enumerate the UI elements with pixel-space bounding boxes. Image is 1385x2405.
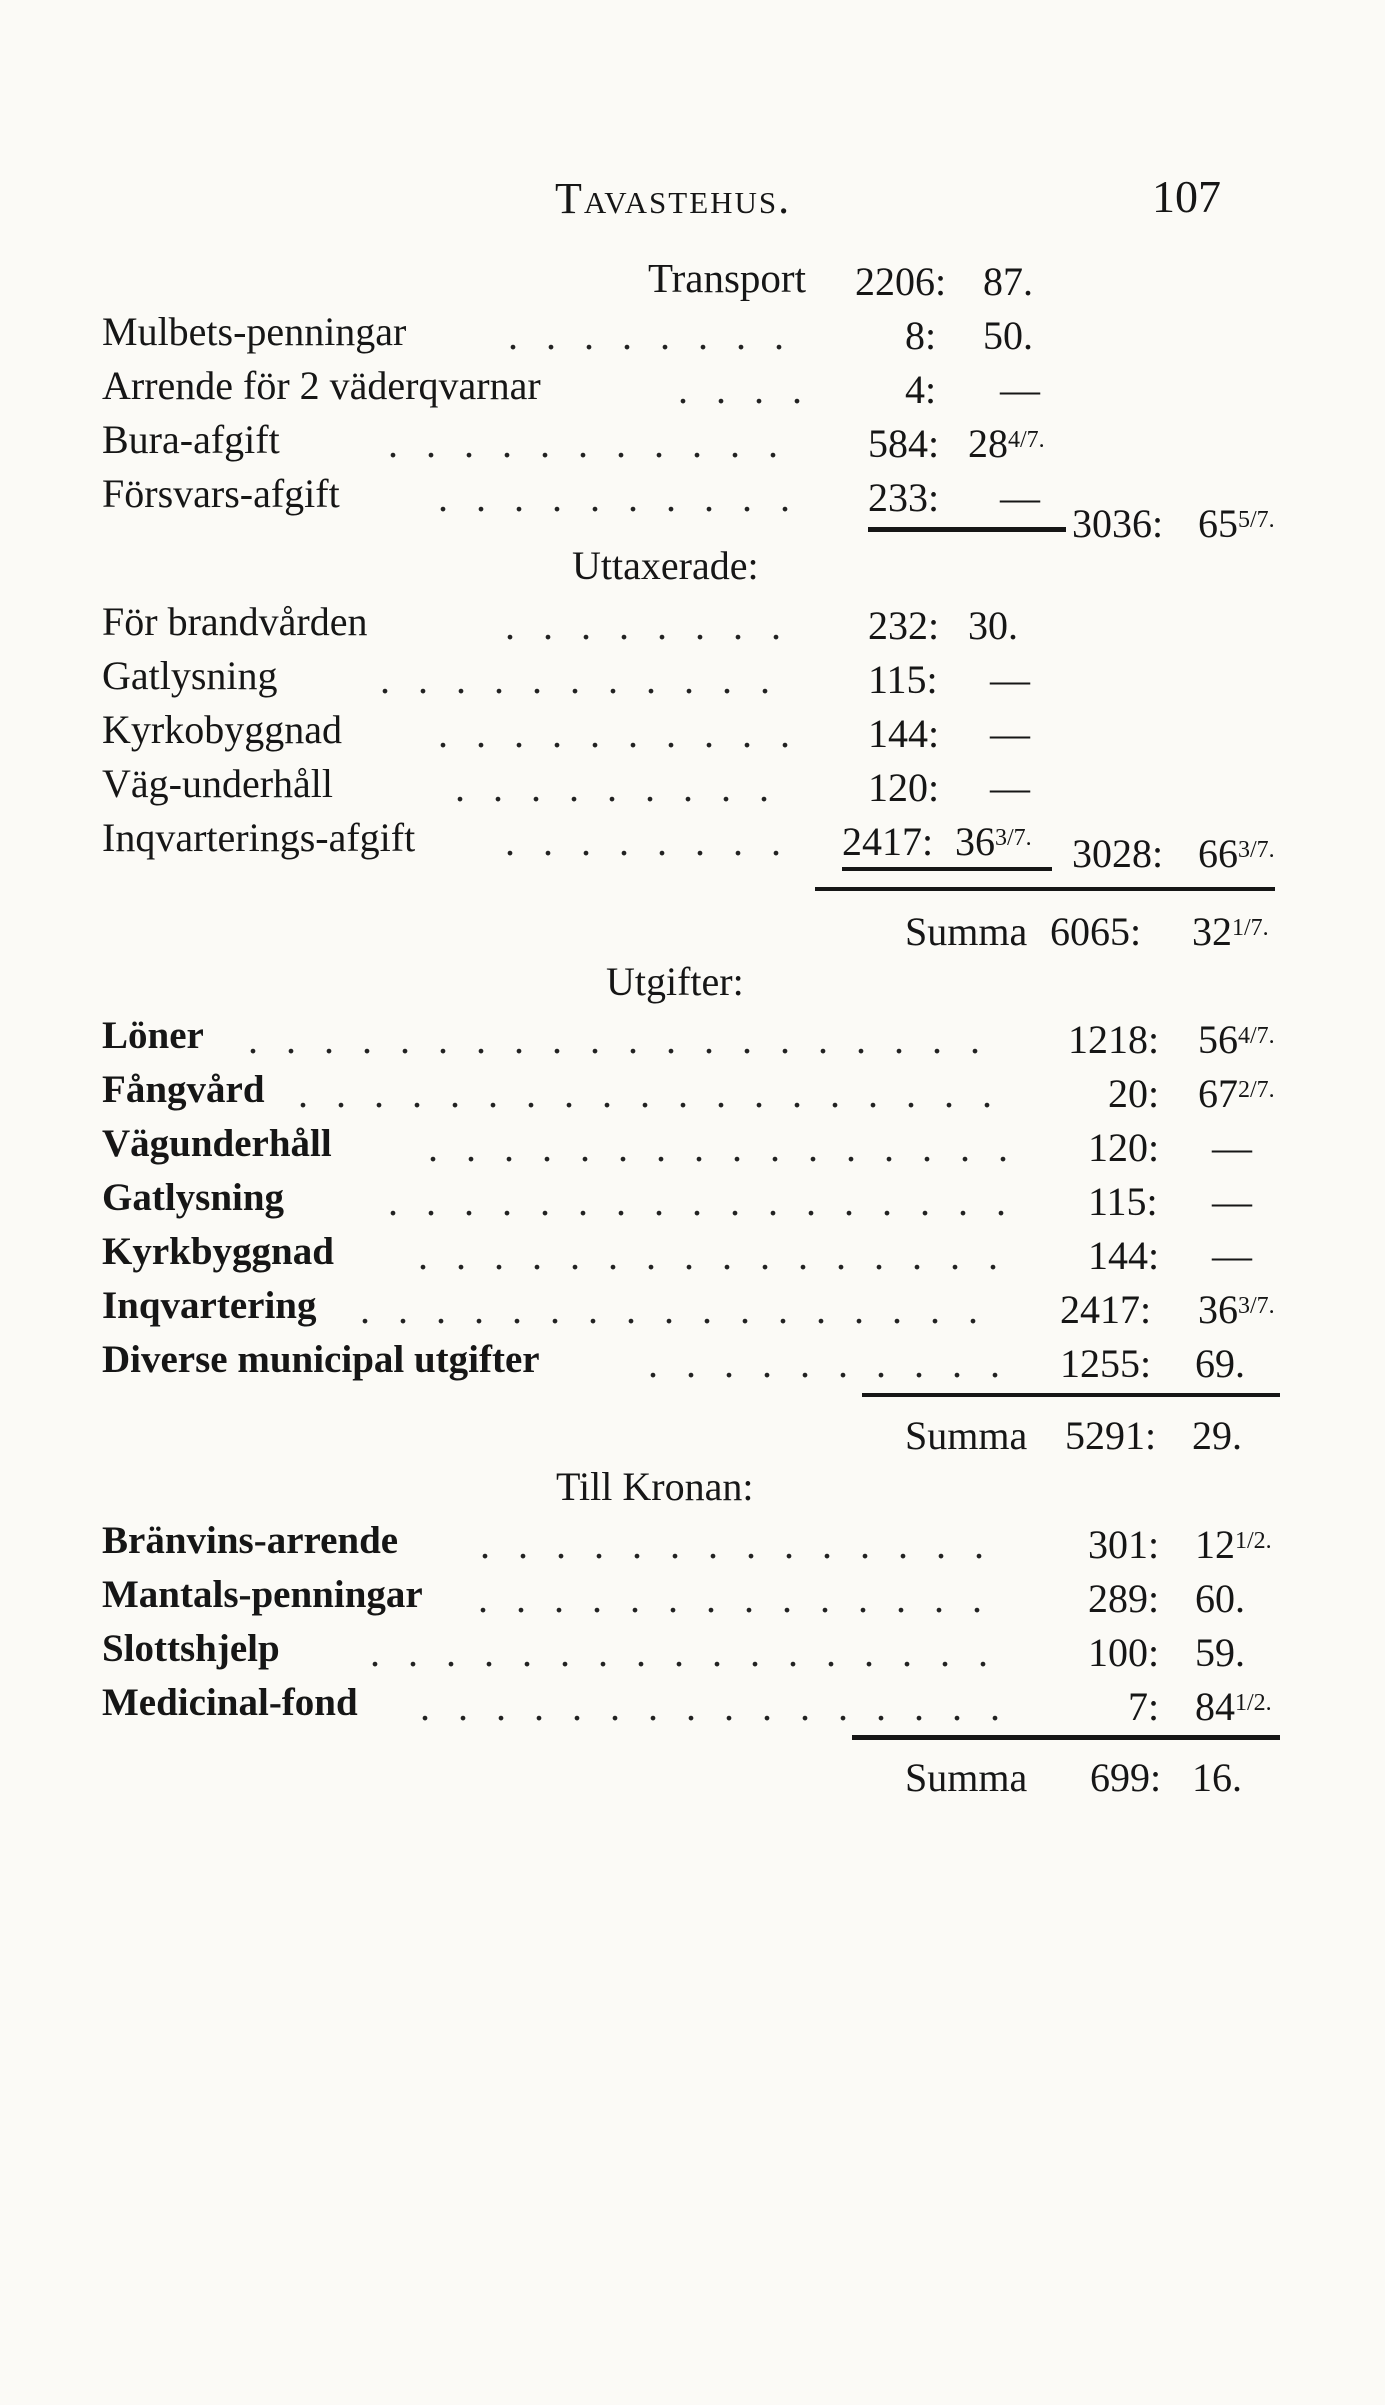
row-amount: 584: xyxy=(868,421,940,466)
row-decimal: — xyxy=(990,657,1030,702)
row-decimal: — xyxy=(990,765,1030,810)
transport-decimal: 87. xyxy=(983,259,1033,304)
leader-dots: . . . . . . . . . . . . . . . . xyxy=(420,1684,1009,1729)
leader-dots: . . . . . . . . xyxy=(508,313,793,358)
row-label: Gatlysning xyxy=(102,1176,285,1219)
leader-dots: . . . . . . . . . . . . . . . . xyxy=(418,1233,1007,1278)
leader-dots: . . . . . . . . . . . . . . xyxy=(480,1522,993,1567)
row-decimal: 59. xyxy=(1195,1630,1245,1675)
row-amount: 120: xyxy=(868,765,940,810)
row-amount: 8: xyxy=(905,313,937,358)
leader-dots: . . . . . . . . xyxy=(505,603,790,648)
row-amount: 115: xyxy=(1088,1179,1158,1224)
leader-dots: . . . . xyxy=(678,367,811,412)
row-amount: 2417: xyxy=(842,819,934,864)
leader-dots: . . . . . . . . . . . . . . . . xyxy=(428,1125,1017,1170)
uttaxerade-subtotal-decimal: $66^{3/7.}$ xyxy=(1198,831,1275,876)
row-decimal: — xyxy=(1000,475,1040,520)
total-rule xyxy=(852,1735,1280,1740)
row-label: Diverse municipal utgifter xyxy=(102,1338,540,1381)
row-amount: 289: xyxy=(1088,1576,1160,1621)
row-label: Bura-afgift xyxy=(102,417,280,462)
row-label: Väg-underhåll xyxy=(102,761,334,806)
row-amount: 2417: xyxy=(1060,1287,1152,1332)
row-label: Löner xyxy=(102,1014,204,1057)
summa-amount: 699: xyxy=(1090,1755,1162,1800)
row-decimal: $36^{3/7.}$ xyxy=(955,819,1032,864)
row-decimal: 60. xyxy=(1195,1576,1245,1621)
row-decimal: — xyxy=(990,711,1030,756)
leader-dots: . . . . . . . . . . xyxy=(438,475,799,520)
leader-dots: . . . . . . . . xyxy=(505,819,790,864)
row-label: Vägunderhåll xyxy=(102,1122,332,1165)
row-amount: 4: xyxy=(905,367,937,412)
row-decimal: $67^{2/7.}$ xyxy=(1198,1071,1275,1116)
row-label: Inqvarterings-afgift xyxy=(102,815,416,860)
row-amount: 7: xyxy=(1128,1684,1160,1729)
section-title-till-kronan: Till Kronan: xyxy=(556,1464,754,1509)
row-decimal: 30. xyxy=(968,603,1018,648)
row-decimal: 50. xyxy=(983,313,1033,358)
row-amount: 144: xyxy=(868,711,940,756)
subtotal-rule xyxy=(868,527,1066,532)
row-decimal: $28^{4/7.}$ xyxy=(968,421,1045,466)
row-amount: 1255: xyxy=(1060,1341,1152,1386)
row-decimal: $36^{3/7.}$ xyxy=(1198,1287,1275,1332)
leader-dots: . . . . . . . . . xyxy=(455,765,778,810)
row-decimal: $12^{1/2.}$ xyxy=(1195,1522,1272,1567)
row-amount: 1218: xyxy=(1068,1017,1160,1062)
leader-dots: . . . . . . . . . . . . . . xyxy=(478,1576,991,1621)
row-label: För brandvården xyxy=(102,599,368,644)
row-label: Arrende för 2 väderqvarnar xyxy=(102,363,541,408)
row-decimal: 69. xyxy=(1195,1341,1245,1386)
uttaxerade-subtotal-amount: 3028: xyxy=(1072,831,1164,876)
row-amount: 100: xyxy=(1088,1630,1160,1675)
row-amount: 115: xyxy=(868,657,938,702)
subtotal-rule xyxy=(842,867,1052,871)
row-decimal: — xyxy=(1212,1125,1252,1170)
income-total-decimal: $65^{5/7.}$ xyxy=(1198,501,1275,546)
row-amount: 301: xyxy=(1088,1522,1160,1567)
summa-amount: 5291: xyxy=(1065,1413,1157,1458)
leader-dots: . . . . . . . . . . . . . . . . . . . . xyxy=(248,1017,989,1062)
row-label: Mantals-penningar xyxy=(102,1573,423,1616)
row-decimal: — xyxy=(1212,1233,1252,1278)
summa-label: Summa xyxy=(905,909,1028,954)
summa-decimal: 29. xyxy=(1192,1413,1242,1458)
row-amount: 20: xyxy=(1108,1071,1160,1116)
summa-label: Summa xyxy=(905,1755,1028,1800)
leader-dots: . . . . . . . . . . . xyxy=(380,657,779,702)
row-decimal: — xyxy=(1212,1179,1252,1224)
summa-amount: 6065: xyxy=(1050,909,1142,954)
leader-dots: . . . . . . . . . . . . . . . . . xyxy=(370,1630,997,1675)
running-head: Tavastehus. xyxy=(555,174,792,223)
row-amount: 233: xyxy=(868,475,940,520)
page-number: 107 xyxy=(1152,171,1221,222)
leader-dots: . . . . . . . . . . xyxy=(648,1341,1009,1386)
row-amount: 232: xyxy=(868,603,940,648)
row-label: Inqvartering xyxy=(102,1284,317,1327)
summa-decimal: 16. xyxy=(1192,1755,1242,1800)
row-label: Medicinal-fond xyxy=(102,1681,358,1724)
summa-decimal: $32^{1/7.}$ xyxy=(1192,909,1269,954)
row-amount: 144: xyxy=(1088,1233,1160,1278)
row-label: Bränvins-arrende xyxy=(102,1519,399,1562)
row-label: Kyrkobyggnad xyxy=(102,707,342,752)
leader-dots: . . . . . . . . . . . . . . . . . xyxy=(388,1179,1015,1224)
row-label: Kyrkbyggnad xyxy=(102,1230,334,1273)
leader-dots: . . . . . . . . . . . xyxy=(388,421,787,466)
row-decimal: $56^{4/7.}$ xyxy=(1198,1017,1275,1062)
summa-label: Summa xyxy=(905,1413,1028,1458)
row-label: Slottshjelp xyxy=(102,1627,280,1670)
section-title-uttaxerade: Uttaxerade: xyxy=(572,543,759,588)
leader-dots: . . . . . . . . . . . . . . . . . . . xyxy=(298,1071,1001,1116)
income-total-amount: 3036: xyxy=(1072,501,1164,546)
leader-dots: . . . . . . . . . . . . . . . . . xyxy=(360,1287,987,1332)
row-decimal: $84^{1/2.}$ xyxy=(1195,1684,1272,1729)
total-rule xyxy=(815,887,1275,891)
row-label: Försvars-afgift xyxy=(102,471,340,516)
transport-label: Transport xyxy=(648,255,806,301)
row-label: Gatlysning xyxy=(102,653,278,698)
row-amount: 120: xyxy=(1088,1125,1160,1170)
total-rule xyxy=(862,1393,1280,1397)
section-title-utgifter: Utgifter: xyxy=(606,959,744,1004)
row-label: Mulbets-penningar xyxy=(102,309,407,354)
leader-dots: . . . . . . . . . . xyxy=(438,711,799,756)
row-label: Fångvård xyxy=(102,1068,265,1111)
row-decimal: — xyxy=(1000,367,1040,412)
transport-amount: 2206: xyxy=(855,259,947,304)
